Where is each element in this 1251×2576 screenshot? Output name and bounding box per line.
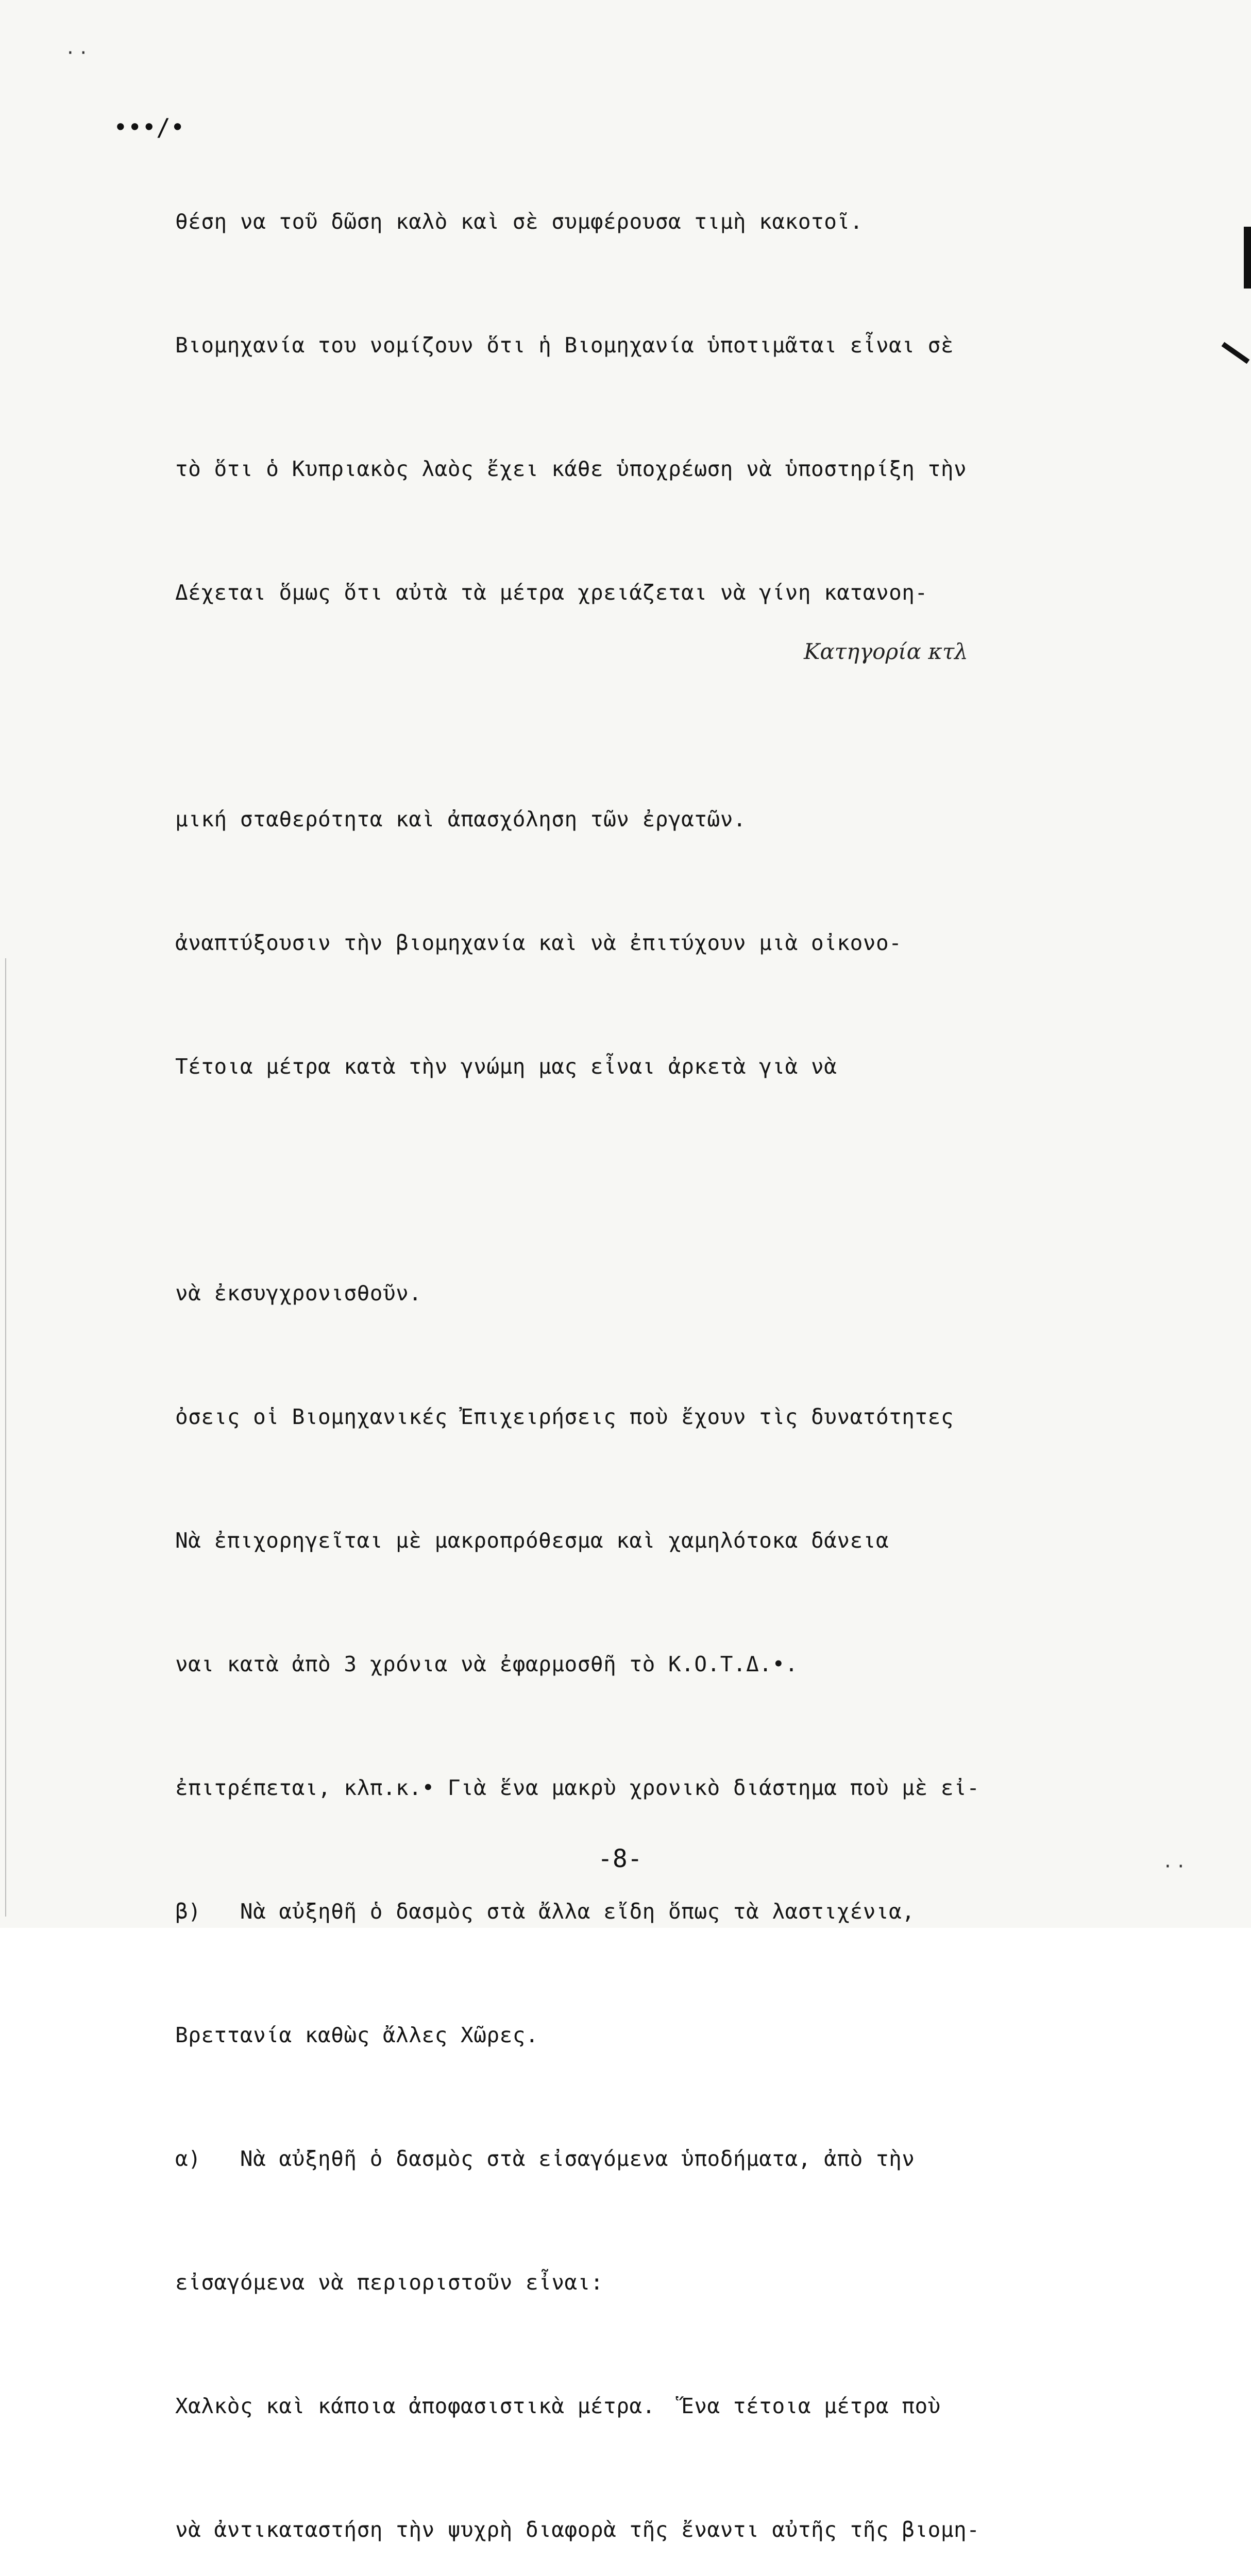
text-line: νὰ ἐκσυγχρονισθοῦν.	[175, 1281, 422, 1306]
page-number: -8-	[598, 1844, 643, 1873]
handwritten-margin-note: Κατηγορία κτλ	[804, 639, 968, 664]
corner-specks-bottom: · ·	[1164, 1855, 1185, 1878]
text-line: ἐπιτρέπεται, κλπ.κ.• Γιὰ ἕνα μακρὺ χρονικὸ διάστημα ποὺ μὲ εἰ-	[175, 1775, 980, 1800]
text-line: Βιομηχανία του νομίζουν ὅτι ἡ Βιομηχανία ὑποτιμᾶται εἶναι σὲ	[175, 333, 954, 358]
text-line: Τέτοια μέτρα κατὰ τὴν γνώμη μας εἶναι ἀρκετὰ γιὰ νὰ	[175, 1054, 837, 1079]
text-line: θέση να τοῦ δῶση καλὸ καὶ σὲ συμφέρουσα τιμὴ κακοτοῖ.	[175, 209, 863, 234]
scan-edge-mark-left	[5, 958, 6, 1917]
text-line: β) Νὰ αὐξηθῆ ὁ δασμὸς στὰ ἄλλα εἴδη ὅπως τὰ λαστιχένια,	[175, 1899, 915, 1924]
text-line: ἀναπτύξουσιν τὴν βιομηχανία καὶ νὰ ἐπιτύχουν μιὰ οἰκονο-	[175, 930, 902, 955]
corner-specks: · ·	[67, 41, 87, 65]
text-line: Βρεττανία καθὼς ἄλλες Χῶρες.	[175, 2023, 539, 2047]
scan-edge-mark-top	[1244, 227, 1251, 289]
text-line: ὀσεις οἱ Βιομηχανικές Ἐπιχειρήσεις ποὺ ἔχουν τὶς δυνατότητες	[175, 1404, 954, 1429]
text-line: Χαλκὸς καὶ κάποια ἀποφασιστικὰ μέτρα. Ἕνα τέτοια μέτρα ποὺ	[175, 2394, 941, 2418]
text-line: α) Νὰ αὐξηθῆ ὁ δασμὸς στὰ εἰσαγόμενα ὑποδήματα, ἀπὸ τὴν	[175, 2146, 915, 2171]
text-line: μική σταθερότητα καὶ ἀπασχόληση τῶν ἐργατῶν.	[175, 807, 747, 832]
text-line: νὰ ἀντικαταστήση τὴν ψυχρὴ διαφορὰ τῆς ἔναντι αὐτῆς τῆς βιομη-	[175, 2517, 980, 2542]
text-line: Νὰ ἐπιχορηγεῖται μὲ μακροπρόθεσμα καὶ χαμηλότοκα δάνεια	[175, 1528, 889, 1553]
page-marker: •••/•	[113, 113, 185, 141]
text-line: Δέχεται ὅμως ὅτι αὐτὰ τὰ μέτρα χρειάζεται νὰ γίνη κατανοη-	[175, 580, 928, 605]
text-line: τὸ ὅτι ὁ Κυπριακὸς λαὸς ἔχει κάθε ὑποχρέωση νὰ ὑποστηρίξη τὴν	[175, 456, 967, 481]
scan-edge-mark-right	[1222, 342, 1250, 364]
text-line: εἰσαγόμενα νὰ περιοριστοῦν εἶναι:	[175, 2270, 604, 2295]
text-line: ναι κατὰ ἀπὸ 3 χρόνια νὰ ἐφαρμοσθῆ τὸ Κ.Ο.Τ.Δ.•.	[175, 1652, 798, 1676]
body-text	[175, 118, 1082, 2576]
